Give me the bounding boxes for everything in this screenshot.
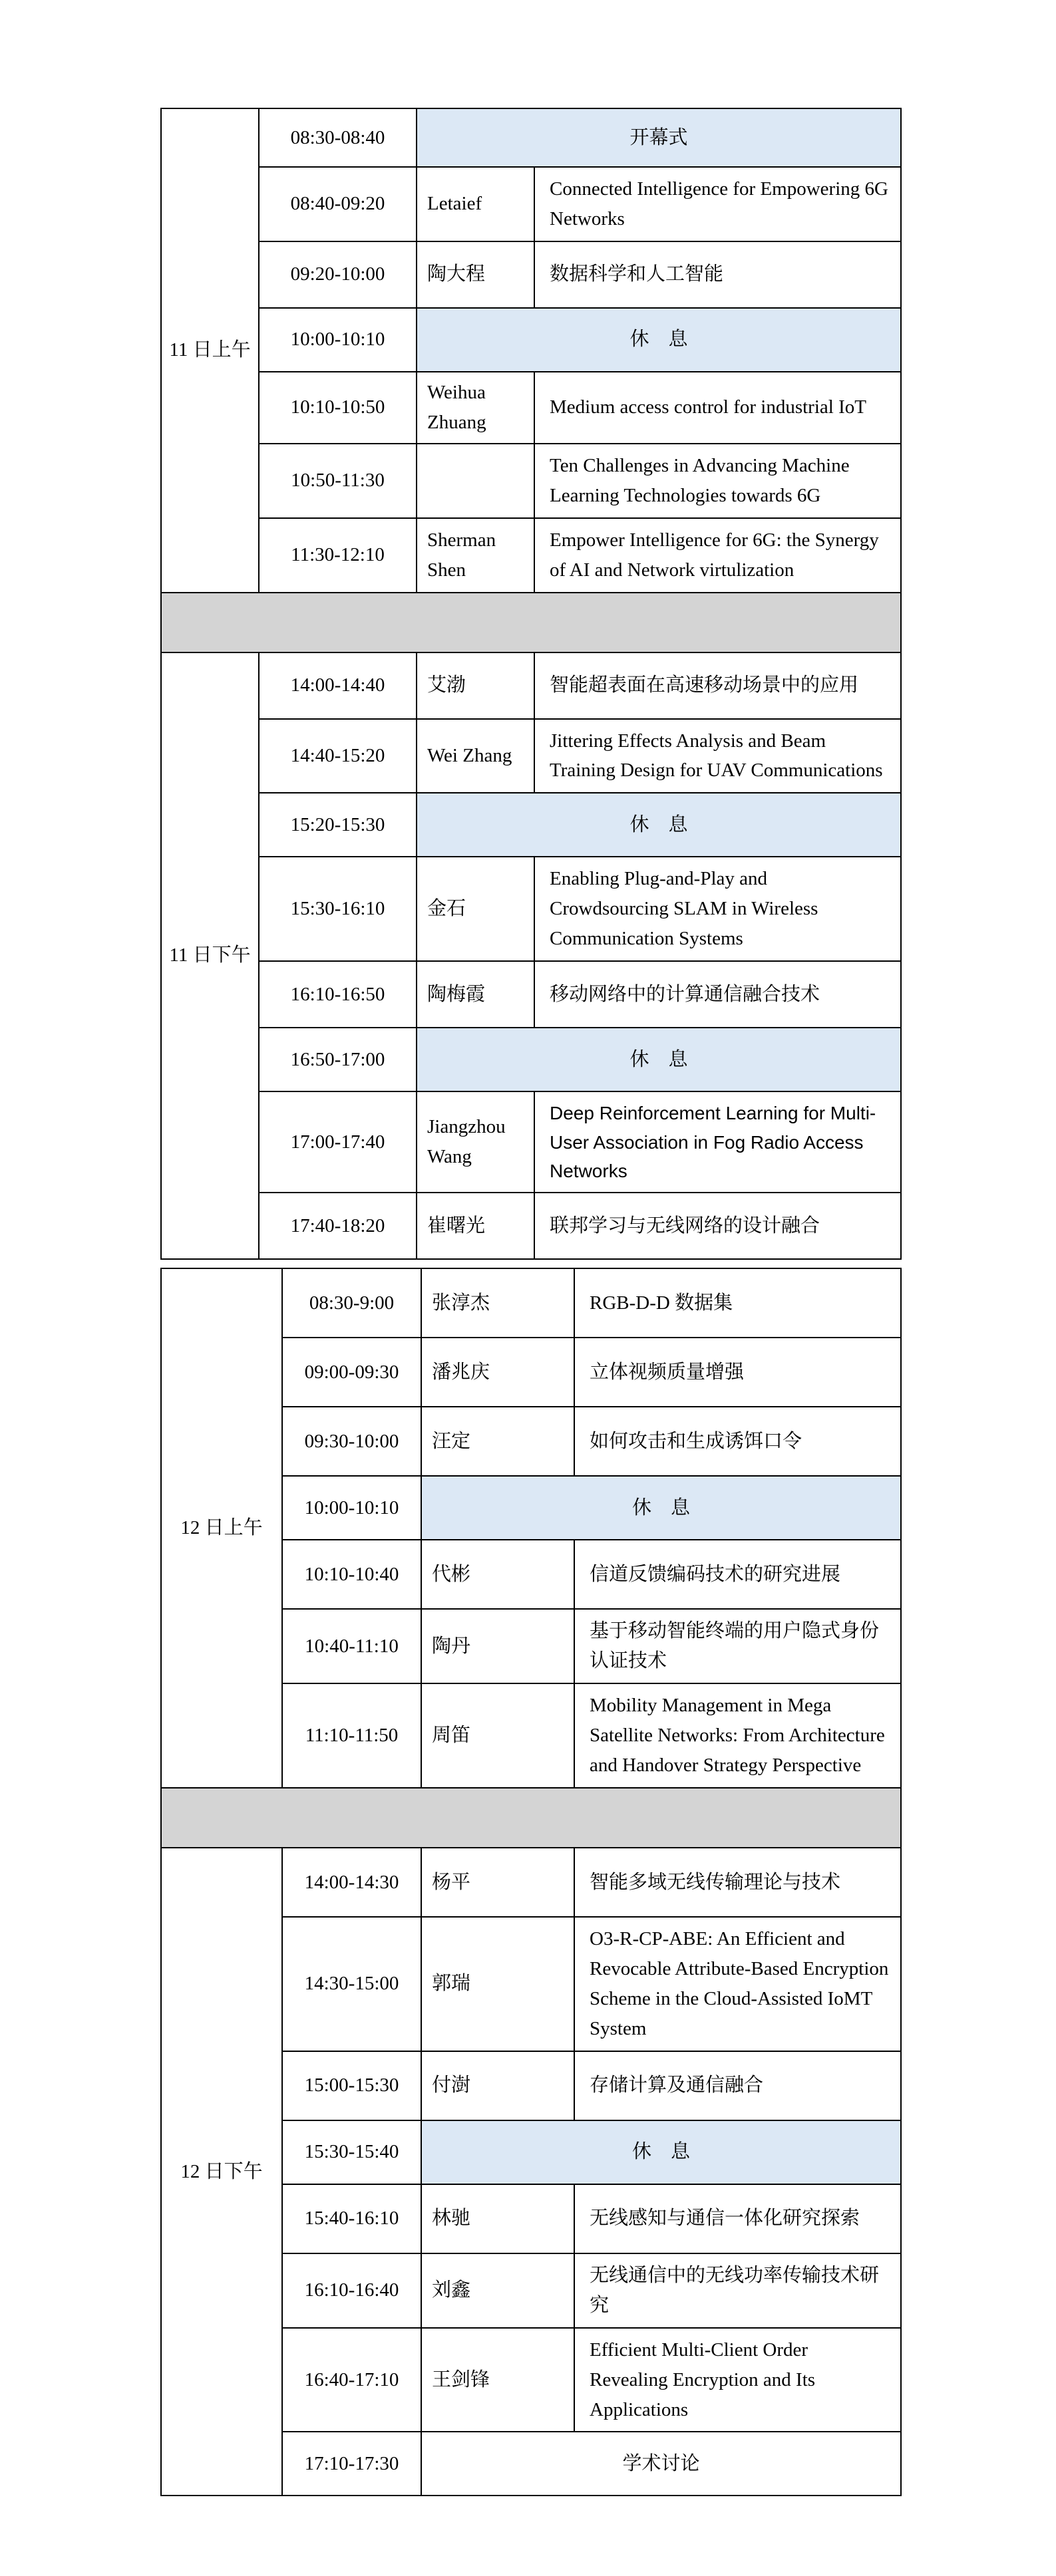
talk-title-cell: Efficient Multi-Client Order Revealing Encryption and Its Applications [574,2328,901,2432]
time-cell: 14:30-15:00 [282,1917,421,2051]
speaker-cell: 王剑锋 [421,2328,574,2432]
time-cell: 15:30-15:40 [282,2120,421,2184]
speaker-cell: Jiangzhou Wang [417,1091,534,1193]
time-cell: 14:40-15:20 [259,719,417,793]
speaker-cell: 杨平 [421,1848,574,1917]
talk-title-cell: Medium access control for industrial IoT [534,372,901,444]
speaker-cell: 崔曙光 [417,1193,534,1259]
schedule-row [161,372,901,444]
talk-title-cell: 存储计算及通信融合 [574,2051,901,2120]
talk-title-cell: 智能超表面在高速移动场景中的应用 [534,652,901,719]
time-cell: 10:10-10:50 [259,372,417,444]
talk-title-cell: 数据科学和人工智能 [534,241,901,308]
time-cell: 15:40-16:10 [282,2184,421,2253]
talk-title-cell: O3-R-CP-ABE: An Efficient and Revocable Attribute-Based Encryption Scheme in the Cloud-Assisted IoMT System [574,1917,901,2051]
speaker-cell: 陶大程 [417,241,534,308]
speaker-cell: 刘鑫 [421,2253,574,2328]
schedule-row [161,1193,901,1259]
time-cell: 11:30-12:10 [259,518,417,593]
time-cell: 17:10-17:30 [282,2432,421,2496]
schedule-row [161,1091,901,1193]
speaker-cell: 艾渤 [417,652,534,719]
talk-title-cell: 如何攻击和生成诱饵口令 [574,1407,901,1476]
time-cell: 16:10-16:50 [259,961,417,1028]
talk-title-cell: Empower Intelligence for 6G: the Synergy of AI and Network virtulization [534,518,901,593]
lunch-separator-cell [161,593,901,652]
time-cell: 15:20-15:30 [259,793,417,857]
speaker-cell: 张淳杰 [421,1268,574,1338]
talk-title-cell: RGB-D-D 数据集 [574,1268,901,1338]
time-cell: 08:40-09:20 [259,167,417,241]
talk-title-cell: 联邦学习与无线网络的设计融合 [534,1193,901,1259]
schedule-row [161,241,901,308]
schedule-tables-container [160,108,1056,2496]
break-cell: 开幕式 [417,108,901,167]
talk-title-cell: Ten Challenges in Advancing Machine Learning Technologies towards 6G [534,444,901,518]
talk-title-cell: Connected Intelligence for Empowering 6G Networks [534,167,901,241]
break-cell: 休 息 [417,1028,901,1091]
talk-title-cell: 基于移动智能终端的用户隐式身份认证技术 [574,1609,901,1683]
speaker-cell: 汪定 [421,1407,574,1476]
session-label-day11-1: 11 日下午 [161,652,259,1260]
break-cell: 休 息 [417,793,901,857]
talk-title-cell: Enabling Plug-and-Play and Crowdsourcing SLAM in Wireless Communication Systems [534,857,901,961]
time-cell: 09:00-09:30 [282,1338,421,1407]
talk-title-cell: 信道反馈编码技术的研究进展 [574,1540,901,1609]
time-cell: 10:40-11:10 [282,1609,421,1683]
lunch-separator-row [161,1788,901,1848]
schedule-row [161,652,901,719]
talk-title-cell: 无线感知与通信一体化研究探索 [574,2184,901,2253]
time-cell: 16:10-16:40 [282,2253,421,2328]
speaker-cell [417,444,534,518]
session-label-day12-0: 12 日上午 [161,1268,282,1788]
time-cell: 11:10-11:50 [282,1683,421,1788]
lunch-separator-row [161,593,901,652]
speaker-cell: 潘兆庆 [421,1338,574,1407]
break-cell: 休 息 [421,2120,901,2184]
time-cell: 14:00-14:40 [259,652,417,719]
speaker-cell: 金石 [417,857,534,961]
time-cell: 08:30-9:00 [282,1268,421,1338]
schedule-row [161,167,901,241]
schedule-row [161,444,901,518]
speaker-cell: 陶梅霞 [417,961,534,1028]
speaker-cell: 代彬 [421,1540,574,1609]
speaker-cell: 林驰 [421,2184,574,2253]
talk-title-cell: Mobility Management in Mega Satellite Networks: From Architecture and Handover Strategy Perspective [574,1683,901,1788]
speaker-cell: Wei Zhang [417,719,534,793]
talk-title-cell: 移动网络中的计算通信融合技术 [534,961,901,1028]
speaker-cell: Sherman Shen [417,518,534,593]
schedule-table-day11 [160,108,902,1260]
time-cell: 10:50-11:30 [259,444,417,518]
talk-title-cell: Deep Reinforcement Learning for Multi-User Association in Fog Radio Access Networks [534,1091,901,1193]
time-cell: 08:30-08:40 [259,108,417,167]
break-cell: 休 息 [421,1476,901,1540]
time-cell: 17:40-18:20 [259,1193,417,1259]
schedule-row [161,793,901,857]
speaker-cell: 周笛 [421,1683,574,1788]
speaker-cell: Weihua Zhuang [417,372,534,444]
schedule-row [161,1848,901,1917]
schedule-table-day12 [160,1268,902,2496]
schedule-row [161,108,901,167]
speaker-cell: 陶丹 [421,1609,574,1683]
schedule-row [161,1268,901,1338]
time-cell: 14:00-14:30 [282,1848,421,1917]
time-cell: 17:00-17:40 [259,1091,417,1193]
lunch-separator-cell [161,1788,901,1848]
time-cell: 16:50-17:00 [259,1028,417,1091]
talk-title-cell: 智能多域无线传输理论与技术 [574,1848,901,1917]
time-cell: 10:00-10:10 [259,308,417,372]
time-cell: 16:40-17:10 [282,2328,421,2432]
schedule-row [161,719,901,793]
schedule-row [161,857,901,961]
discussion-cell: 学术讨论 [421,2432,901,2496]
break-cell: 休 息 [417,308,901,372]
time-cell: 15:00-15:30 [282,2051,421,2120]
session-label-day12-1: 12 日下午 [161,1848,282,2496]
time-cell: 09:20-10:00 [259,241,417,308]
talk-title-cell: 立体视频质量增强 [574,1338,901,1407]
speaker-cell: 付澍 [421,2051,574,2120]
session-label-day11-0: 11 日上午 [161,108,259,593]
speaker-cell: Letaief [417,167,534,241]
schedule-row [161,961,901,1028]
time-cell: 10:10-10:40 [282,1540,421,1609]
talk-title-cell: Jittering Effects Analysis and Beam Training Design for UAV Communications [534,719,901,793]
speaker-cell: 郭瑞 [421,1917,574,2051]
schedule-row [161,1028,901,1091]
schedule-row [161,308,901,372]
time-cell: 10:00-10:10 [282,1476,421,1540]
schedule-row [161,518,901,593]
time-cell: 15:30-16:10 [259,857,417,961]
talk-title-cell: 无线通信中的无线功率传输技术研究 [574,2253,901,2328]
time-cell: 09:30-10:00 [282,1407,421,1476]
